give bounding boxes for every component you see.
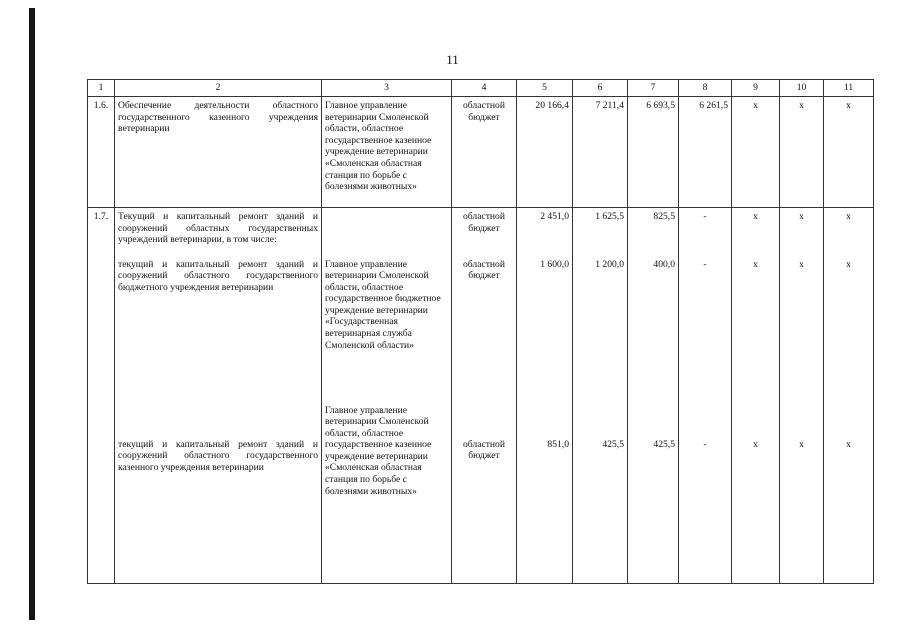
table-row <box>88 256 874 402</box>
page-number: 11 <box>446 52 459 67</box>
row-value-7: 825,5 <box>628 208 679 256</box>
row-value-10: х <box>780 402 824 584</box>
row-value-7: 6 693,5 <box>628 97 679 208</box>
row-value-8: - <box>679 402 732 584</box>
row-value-6: 7 211,4 <box>573 97 628 208</box>
row-name: текущий и капитальный ремонт зданий и сооружений областного государственного бюджетного учреждения ветеринарии <box>115 256 322 402</box>
row-value-11: х <box>824 402 874 584</box>
col-header: 7 <box>628 80 679 97</box>
col-header: 5 <box>517 80 573 97</box>
row-source: областной бюджет <box>452 256 517 402</box>
table-row <box>88 402 874 584</box>
row-value-6: 1 625,5 <box>573 208 628 256</box>
col-header: 2 <box>115 80 322 97</box>
row-value-5: 851,0 <box>517 402 573 584</box>
row-value-5: 2 451,0 <box>517 208 573 256</box>
col-header: 8 <box>679 80 732 97</box>
col-header: 10 <box>780 80 824 97</box>
row-name: текущий и капитальный ремонт зданий и сооружений областного государственного казенного учреждения ветеринарии <box>115 402 322 584</box>
row-value-7: 400,0 <box>628 256 679 402</box>
row-value-10: х <box>780 256 824 402</box>
table-row <box>88 208 874 256</box>
row-value-8: - <box>679 256 732 402</box>
row-value-8: 6 261,5 <box>679 97 732 208</box>
row-source: областной бюджет <box>452 208 517 256</box>
row-value-11: х <box>824 97 874 208</box>
row-value-9: х <box>732 97 780 208</box>
row-value-7: 425,5 <box>628 402 679 584</box>
row-name: Текущий и капитальный ремонт зданий и сооружений областных государственных учреждений ветеринарии, в том числе: <box>115 208 322 256</box>
row-executor: Главное управление ветеринарии Смоленской области, областное государственное казенное учреждение ветеринарии «Смоленская областная станция по борьбе с болезнями животных» <box>322 402 452 584</box>
row-value-6: 425,5 <box>573 402 628 584</box>
row-number <box>88 256 115 402</box>
row-value-6: 1 200,0 <box>573 256 628 402</box>
table-row <box>88 97 874 208</box>
col-header: 3 <box>322 80 452 97</box>
row-executor <box>322 208 452 256</box>
col-header: 6 <box>573 80 628 97</box>
row-executor: Главное управление ветеринарии Смоленской области, областное государственное бюджетное учреждение ветеринарии «Государственная ветеринарная служба Смоленской области» <box>322 256 452 402</box>
scan-edge-bar <box>29 8 35 620</box>
row-source: областной бюджет <box>452 97 517 208</box>
row-number: 1.6. <box>88 97 115 208</box>
row-name: Обеспечение деятельности областного государственного казенного учреждения ветеринарии <box>115 97 322 208</box>
row-value-5: 1 600,0 <box>517 256 573 402</box>
row-value-11: х <box>824 256 874 402</box>
row-source: областной бюджет <box>452 402 517 584</box>
col-header: 1 <box>88 80 115 97</box>
row-executor: Главное управление ветеринарии Смоленской области, областное государственное казенное учреждение ветеринарии «Смоленская областная станция по борьбе с болезнями животных» <box>322 97 452 208</box>
col-header: 9 <box>732 80 780 97</box>
row-value-9: х <box>732 402 780 584</box>
budget-table <box>87 79 874 584</box>
col-header: 11 <box>824 80 874 97</box>
table-header-row <box>88 80 874 97</box>
row-value-10: х <box>780 208 824 256</box>
row-value-9: х <box>732 208 780 256</box>
row-number: 1.7. <box>88 208 115 256</box>
row-value-8: - <box>679 208 732 256</box>
row-value-5: 20 166,4 <box>517 97 573 208</box>
row-value-9: х <box>732 256 780 402</box>
row-number <box>88 402 115 584</box>
row-value-10: х <box>780 97 824 208</box>
col-header: 4 <box>452 80 517 97</box>
row-value-11: х <box>824 208 874 256</box>
